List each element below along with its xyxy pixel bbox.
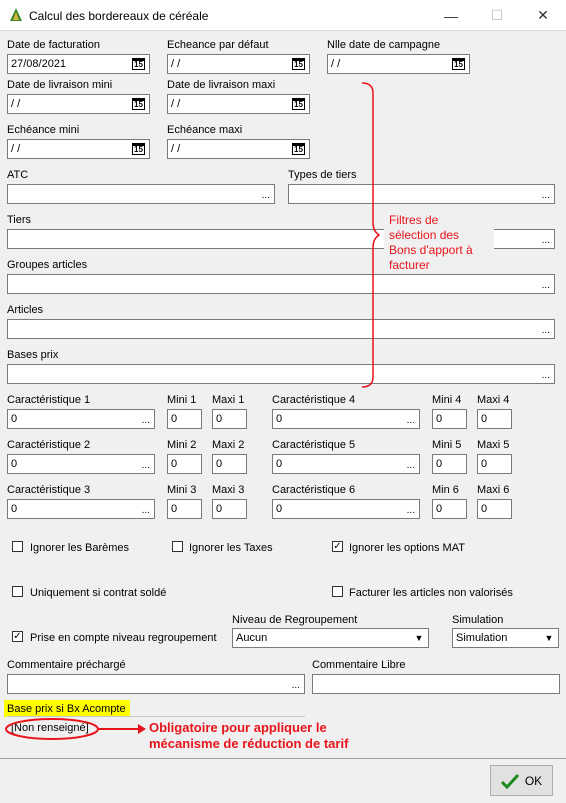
nlle-date-campagne-label: Nlle date de campagne: [327, 39, 441, 51]
caracteristique-3-label: Caractéristique 3: [7, 484, 91, 496]
ellipsis-button[interactable]: ...: [291, 680, 300, 691]
niveau-regroupement-checkbox[interactable]: ✓: [13, 631, 22, 642]
non-valorises-checkbox[interactable]: [332, 586, 343, 597]
base-prix-acompte-value[interactable]: [Non renseigné]: [11, 722, 89, 734]
annotation-filtres: Filtres de sélection des Bons d'apport à facturer: [389, 213, 473, 272]
ignorer-taxes-label[interactable]: Ignorer les Taxes: [189, 542, 273, 554]
niveau-regroupement-select[interactable]: Aucun ▼: [232, 628, 429, 648]
articles-label: Articles: [7, 304, 44, 316]
maxi-6-label: Maxi 6: [477, 484, 510, 496]
maxi-2-field[interactable]: 0: [212, 454, 247, 474]
maxi-6-field[interactable]: 0: [477, 499, 512, 519]
livraison-maxi-label: Date de livraison maxi: [167, 79, 276, 91]
app-icon: [7, 6, 25, 24]
base-prix-acompte-label: Base prix si Bx Acompte: [4, 700, 130, 717]
bases-prix-label: Bases prix: [7, 349, 59, 361]
minimize-button[interactable]: —: [444, 7, 458, 24]
niveau-regroupement-check-label[interactable]: Prise en compte niveau regroupement: [30, 632, 217, 644]
calendar-icon[interactable]: 15: [132, 98, 145, 110]
echeance-defaut-label: Echeance par défaut: [167, 39, 269, 51]
caracteristique-1-field[interactable]: 0 ...: [7, 409, 155, 429]
calendar-icon[interactable]: 15: [132, 143, 145, 155]
mini-2-label: Mini 2: [167, 439, 197, 451]
calendar-icon[interactable]: 15: [132, 58, 145, 70]
commentaire-precharge-field[interactable]: [7, 674, 305, 694]
nlle-date-campagne-field[interactable]: / / 15: [327, 54, 470, 74]
ellipsis-button[interactable]: ...: [141, 505, 150, 516]
maxi-4-field[interactable]: 0: [477, 409, 512, 429]
non-valorises-label[interactable]: Facturer les articles non valorisés: [349, 587, 513, 599]
caracteristique-2-label: Caractéristique 2: [7, 439, 91, 451]
calendar-icon[interactable]: 15: [452, 58, 465, 70]
simulation-select[interactable]: Simulation ▼: [452, 628, 559, 648]
echeance-maxi-label: Echéance maxi: [167, 124, 243, 136]
echeance-mini-field[interactable]: / / 15: [7, 139, 150, 159]
ellipsis-button[interactable]: ...: [406, 460, 415, 471]
ignorer-baremes-label[interactable]: Ignorer les Barèmes: [30, 542, 130, 554]
echeance-mini-label: Echéance mini: [7, 124, 80, 136]
ellipsis-button[interactable]: ...: [541, 190, 550, 201]
caracteristique-5-field[interactable]: 0 ...: [272, 454, 420, 474]
mini-1-field[interactable]: 0: [167, 409, 202, 429]
annotation-ellipse-arrow: [4, 716, 148, 742]
caracteristique-2-field[interactable]: 0 ...: [7, 454, 155, 474]
niveau-regroupement-label: Niveau de Regroupement: [232, 614, 358, 626]
annotation-obligatoire: Obligatoire pour appliquer le mécanisme de réduction de tarif: [149, 720, 349, 751]
ok-button[interactable]: [490, 765, 553, 796]
mini-4-label: Mini 4: [432, 394, 462, 406]
maxi-3-field[interactable]: 0: [212, 499, 247, 519]
contrat-solde-label[interactable]: Uniquement si contrat soldé: [30, 587, 167, 599]
maxi-1-label: Maxi 1: [212, 394, 245, 406]
calendar-icon[interactable]: 15: [292, 58, 305, 70]
maxi-1-field[interactable]: 0: [212, 409, 247, 429]
articles-field[interactable]: [7, 319, 555, 339]
livraison-mini-label: Date de livraison mini: [7, 79, 113, 91]
mini-2-field[interactable]: 0: [167, 454, 202, 474]
ok-label: OK: [524, 773, 543, 788]
maxi-4-label: Maxi 4: [477, 394, 510, 406]
ellipsis-button[interactable]: ...: [141, 460, 150, 471]
mini-5-label: Mini 5: [432, 439, 462, 451]
ellipsis-button[interactable]: ...: [406, 415, 415, 426]
mini-4-field[interactable]: 0: [432, 409, 467, 429]
ellipsis-button[interactable]: ...: [541, 370, 550, 381]
maxi-5-field[interactable]: 0: [477, 454, 512, 474]
ignorer-baremes-checkbox[interactable]: [12, 541, 23, 552]
commentaire-libre-field[interactable]: [312, 674, 560, 694]
commentaire-libre-label: Commentaire Libre: [312, 659, 406, 671]
bases-prix-field[interactable]: [7, 364, 555, 384]
livraison-maxi-field[interactable]: / / 15: [167, 94, 310, 114]
maxi-3-label: Maxi 3: [212, 484, 245, 496]
footer-separator: [0, 758, 566, 759]
ellipsis-button[interactable]: ...: [141, 415, 150, 426]
simulation-label: Simulation: [452, 614, 504, 626]
checkmark-icon: [501, 773, 519, 789]
chevron-down-icon[interactable]: ▼: [544, 633, 554, 643]
mini-5-field[interactable]: 0: [432, 454, 467, 474]
ellipsis-button[interactable]: ...: [261, 190, 270, 201]
window-title: Calcul des bordereaux de céréale: [29, 9, 209, 23]
caracteristique-4-field[interactable]: 0 ...: [272, 409, 420, 429]
groupes-articles-field[interactable]: [7, 274, 555, 294]
annotation-bracket: [360, 80, 380, 390]
ellipsis-button[interactable]: ...: [406, 505, 415, 516]
maximize-button[interactable]: ☐: [490, 7, 504, 23]
maxi-2-label: Maxi 2: [212, 439, 245, 451]
ellipsis-button[interactable]: ...: [541, 280, 550, 291]
mini-3-field[interactable]: 0: [167, 499, 202, 519]
maxi-5-label: Maxi 5: [477, 439, 510, 451]
mini-6-label: Min 6: [432, 484, 459, 496]
groupes-articles-label: Groupes articles: [7, 259, 88, 271]
ellipsis-button[interactable]: ...: [541, 325, 550, 336]
chevron-down-icon[interactable]: ▼: [414, 633, 424, 643]
echeance-defaut-field[interactable]: / / 15: [167, 54, 310, 74]
atc-label: ATC: [7, 169, 29, 181]
caracteristique-6-field[interactable]: 0 ...: [272, 499, 420, 519]
tiers-label: Tiers: [7, 214, 32, 226]
mini-6-field[interactable]: 0: [432, 499, 467, 519]
caracteristique-3-field[interactable]: 0 ...: [7, 499, 155, 519]
caracteristique-5-label: Caractéristique 5: [272, 439, 356, 451]
types-tiers-label: Types de tiers: [288, 169, 357, 181]
caracteristique-6-label: Caractéristique 6: [272, 484, 356, 496]
date-facturation-label: Date de facturation: [7, 39, 100, 51]
ignorer-taxes-checkbox[interactable]: [172, 541, 183, 552]
ignorer-mat-label[interactable]: Ignorer les options MAT: [349, 542, 465, 554]
atc-field[interactable]: [7, 184, 275, 204]
caracteristique-1-label: Caractéristique 1: [7, 394, 91, 406]
calendar-icon[interactable]: 15: [292, 143, 305, 155]
ellipsis-button[interactable]: ...: [541, 235, 550, 246]
mini-1-label: Mini 1: [167, 394, 197, 406]
calendar-icon[interactable]: 15: [292, 98, 305, 110]
types-tiers-field[interactable]: [288, 184, 555, 204]
livraison-mini-field[interactable]: / / 15: [7, 94, 150, 114]
commentaire-precharge-label: Commentaire préchargé: [7, 659, 126, 671]
close-button[interactable]: ✕: [537, 7, 549, 23]
ignorer-mat-checkbox[interactable]: ✓: [333, 541, 342, 552]
contrat-solde-checkbox[interactable]: [12, 586, 23, 597]
date-facturation-field[interactable]: 27/08/2021 15: [7, 54, 150, 74]
mini-3-label: Mini 3: [167, 484, 197, 496]
caracteristique-4-label: Caractéristique 4: [272, 394, 356, 406]
echeance-maxi-field[interactable]: / / 15: [167, 139, 310, 159]
